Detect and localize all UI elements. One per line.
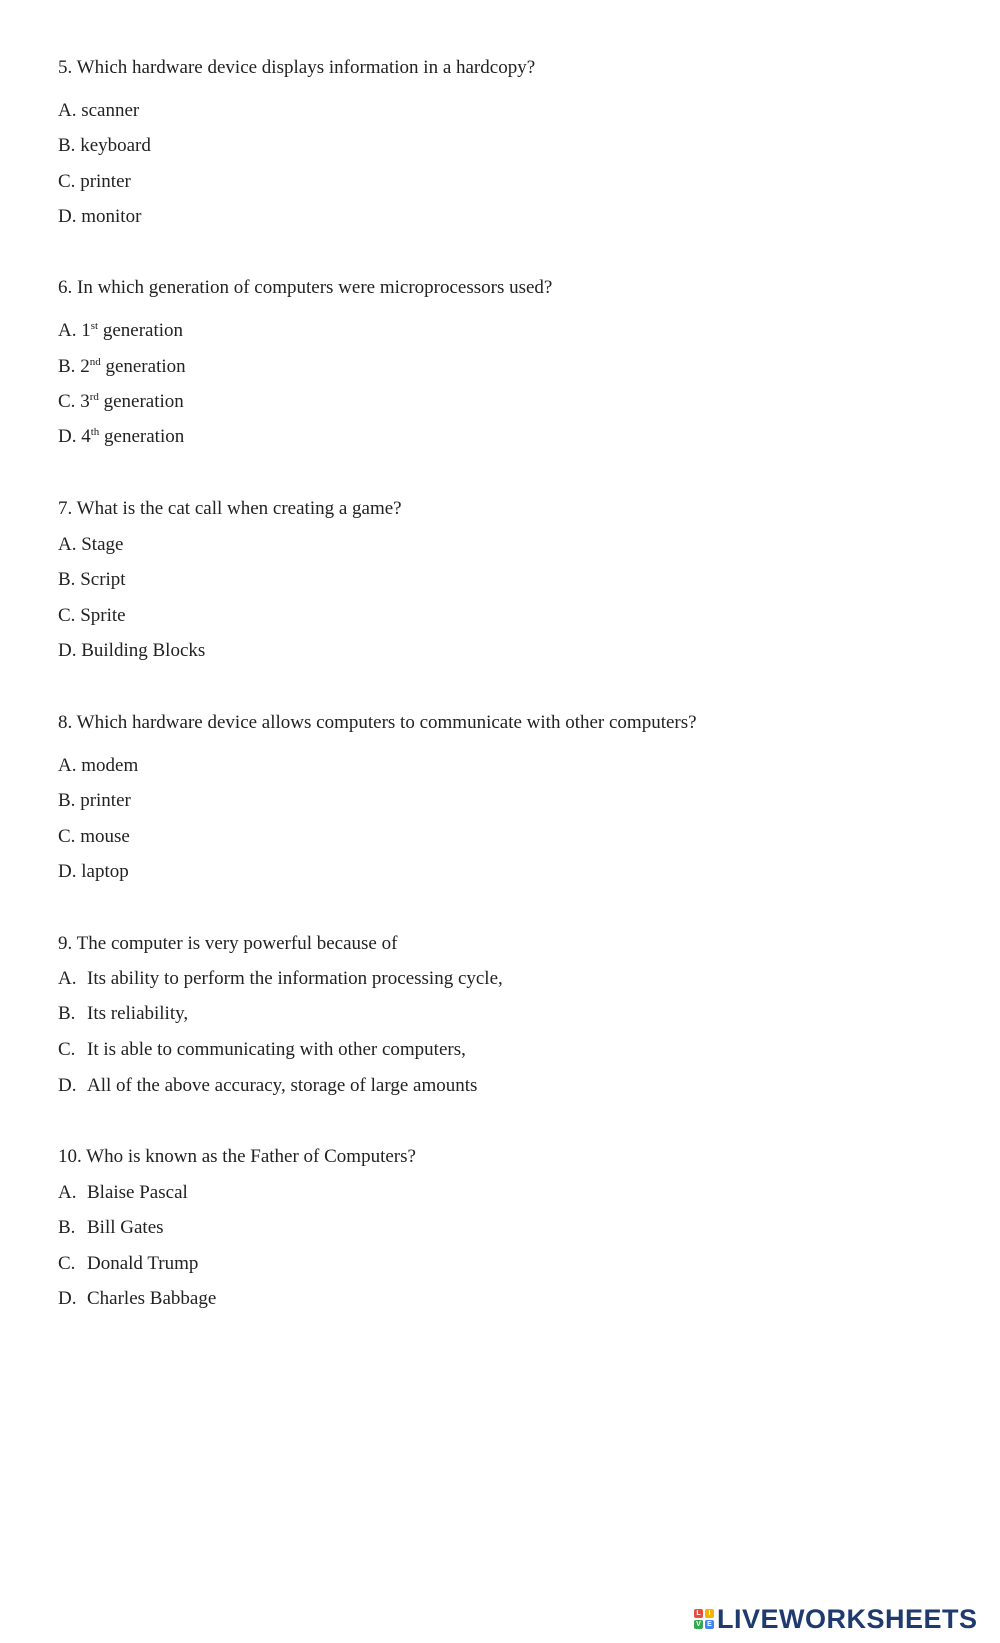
logo-tile: L	[694, 1609, 703, 1618]
liveworksheets-logo	[694, 1604, 978, 1634]
option-8a[interactable]: A. modem	[58, 755, 139, 776]
question-9: 9. The computer is very powerful because of	[58, 933, 398, 954]
logo-tile: V	[694, 1620, 703, 1629]
option-8b[interactable]: B. printer	[58, 790, 131, 811]
option-6a[interactable]: A. 1st generation	[58, 320, 184, 341]
option-7d[interactable]: D. Building Blocks	[58, 640, 206, 661]
question-5: 5. Which hardware device displays information in a hardcopy?	[58, 57, 536, 78]
logo-tile: E	[705, 1620, 714, 1629]
option-7c[interactable]: C. Sprite	[58, 605, 126, 626]
option-8d[interactable]: D. laptop	[58, 861, 129, 882]
option-6c[interactable]: C. 3rd generation	[58, 391, 184, 412]
option-5b[interactable]: B. keyboard	[58, 135, 151, 156]
option-9c[interactable]: C. It is able to communicating with other computers,	[58, 1039, 466, 1060]
logo-text: LIVEWORKSHEETS	[717, 1603, 978, 1634]
option-10c[interactable]: C. Donald Trump	[58, 1253, 199, 1274]
option-10d[interactable]: D. Charles Babbage	[58, 1288, 217, 1309]
question-10: 10. Who is known as the Father of Computers?	[58, 1146, 416, 1167]
option-6d[interactable]: D. 4th generation	[58, 426, 185, 447]
option-6b[interactable]: B. 2nd generation	[58, 356, 186, 377]
option-7b[interactable]: B. Script	[58, 569, 126, 590]
option-9a[interactable]: A. Its ability to perform the information processing cycle,	[58, 968, 503, 989]
option-7a[interactable]: A. Stage	[58, 534, 124, 555]
question-6: 6. In which generation of computers were microprocessors used?	[58, 277, 553, 298]
question-8: 8. Which hardware device allows computers to communicate with other computers?	[58, 712, 697, 733]
option-9b[interactable]: B. Its reliability,	[58, 1003, 189, 1024]
option-5d[interactable]: D. monitor	[58, 206, 142, 227]
option-10b[interactable]: B. Bill Gates	[58, 1217, 164, 1238]
option-5c[interactable]: C. printer	[58, 171, 131, 192]
option-5a[interactable]: A. scanner	[58, 100, 140, 121]
logo-grid-icon	[694, 1609, 714, 1629]
option-9d[interactable]: D. All of the above accuracy, storage of large amounts	[58, 1075, 478, 1096]
option-10a[interactable]: A. Blaise Pascal	[58, 1182, 188, 1203]
logo-tile: I	[705, 1609, 714, 1618]
option-8c[interactable]: C. mouse	[58, 826, 130, 847]
question-7: 7. What is the cat call when creating a game?	[58, 498, 402, 519]
